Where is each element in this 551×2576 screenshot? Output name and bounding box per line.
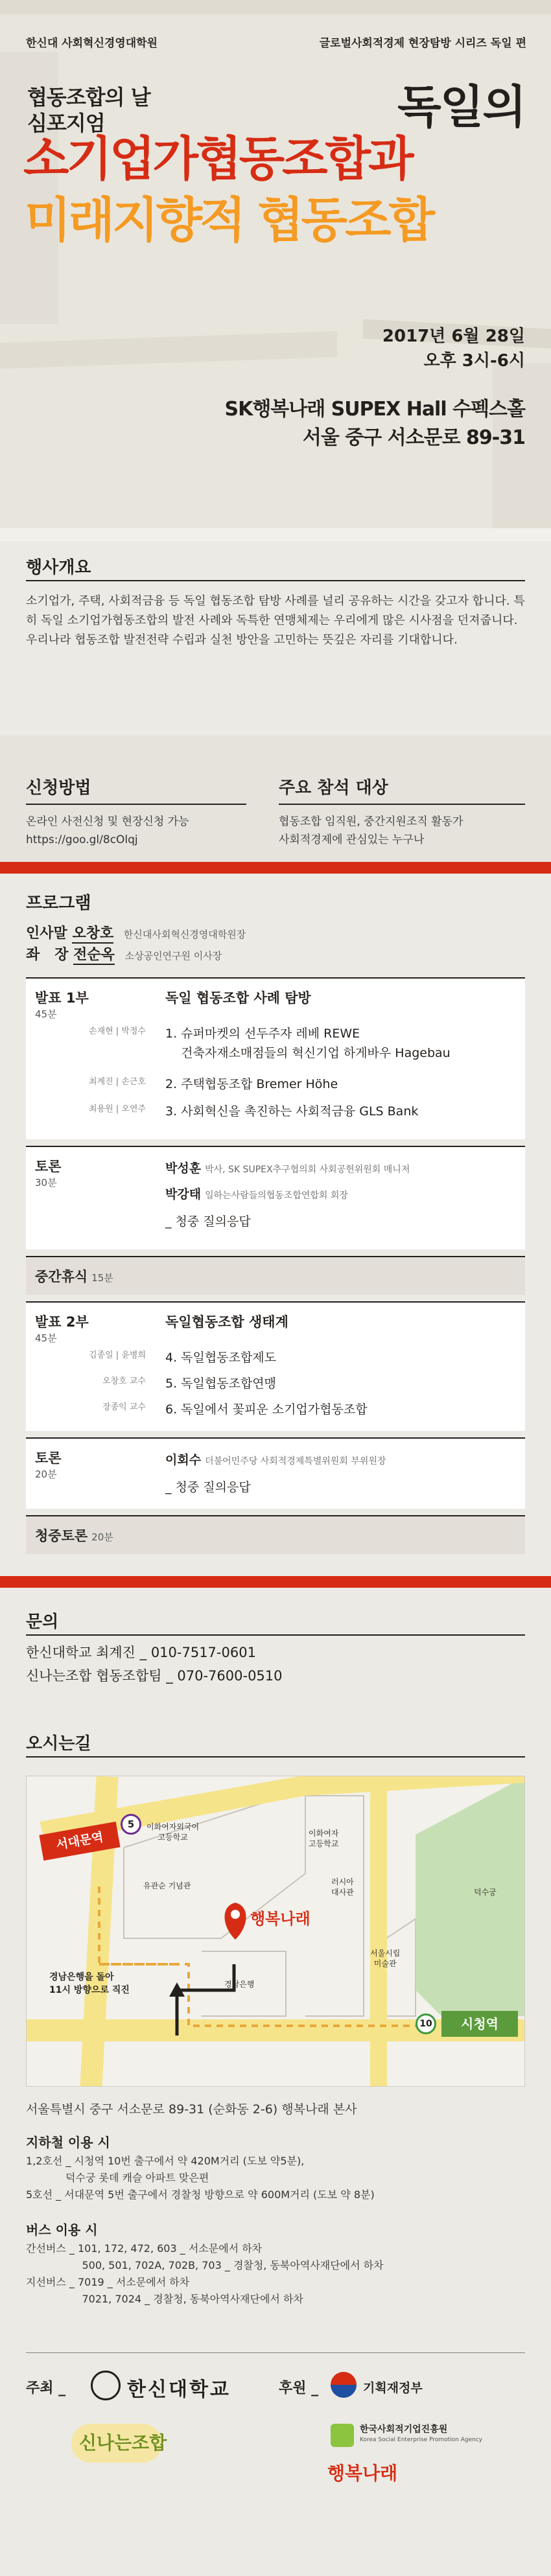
- landmark-name: 대사관: [331, 1888, 354, 1897]
- greeting-line: [26, 922, 246, 942]
- panelist-name: 박성훈: [165, 1161, 202, 1176]
- destination-label: 행복나래: [250, 1910, 311, 1928]
- event-place: [224, 395, 525, 452]
- divider: [26, 1634, 525, 1636]
- apply-title: 신청방법: [26, 778, 91, 798]
- map-graphic: [27, 1776, 525, 2087]
- kosea-emblem-icon: [331, 2424, 354, 2447]
- venue-full-address: 서울특별시 중구 서소문로 89-31 (순화동 2-6) 행복나래 본사: [26, 2102, 357, 2117]
- subway-line-10-badge: 10: [416, 2013, 436, 2034]
- discussion-2-block: [26, 1437, 525, 1509]
- overview-section: [0, 541, 551, 736]
- contact-info: [26, 1641, 283, 1688]
- talk-title: 건축자재소매점들의 혁신기업 하게바우 Hagebau: [165, 1046, 451, 1060]
- discussion-2-label: 토론: [35, 1450, 62, 1466]
- landmark-label: [147, 1822, 199, 1842]
- presenter: 최계진 | 손근호: [89, 1077, 146, 1087]
- talk-title: 3. 사회혁신을 촉진하는 사회적금융 GLS Bank: [165, 1104, 419, 1119]
- session-2-block: [26, 1301, 525, 1431]
- happynarae-logo: 행복나래: [327, 2463, 398, 2484]
- event-time: 오후 3시-6시: [423, 351, 525, 371]
- audience-discussion-time: 20분: [91, 1531, 113, 1543]
- hero-section: [0, 0, 551, 541]
- landmark-label: 경남은행: [224, 1980, 255, 1989]
- landmark-name: 서울시립: [370, 1949, 401, 1958]
- break-label: [35, 1266, 113, 1286]
- landmark-label: 유관순 기념관: [143, 1881, 191, 1890]
- organizer-name: 한신대 사회혁신경영대학원: [26, 37, 158, 50]
- sinnaneun-logo: 신나는조합: [79, 2432, 167, 2454]
- landmark-name: 고등학교: [158, 1833, 188, 1842]
- talk-title: 5. 독일협동조합연맹: [165, 1376, 276, 1391]
- accent-bar: [0, 1576, 551, 1588]
- taegeuk-icon: [331, 2372, 357, 2398]
- kosea-english-name: Korea Social Enterprise Promotion Agency: [360, 2437, 483, 2443]
- session-2-time: 45분: [35, 1332, 57, 1344]
- hanshin-logo: 한신대학교: [127, 2378, 231, 2401]
- station-badge-left: 서대문역: [39, 1822, 120, 1861]
- divider: [26, 804, 246, 805]
- panelist-role: 박사, SK SUPEX추구협의회 사회공헌위원회 매니저: [205, 1165, 410, 1175]
- landmark-name: 고등학교: [309, 1839, 339, 1848]
- subway-title: 지하철 이용 시: [26, 2135, 110, 2150]
- presenter: 김종일 | 윤병희: [89, 1351, 146, 1360]
- chair-line: [26, 944, 222, 964]
- contact-section: [0, 1601, 551, 1730]
- landmark-name: 이화여자: [309, 1829, 339, 1838]
- presenter: 최용원 | 오연주: [89, 1104, 146, 1114]
- divider: [26, 1756, 525, 1758]
- sub-heading-line2: 심포지엄: [27, 111, 105, 135]
- audience-qa: _ 청중 질의응답: [165, 1214, 251, 1229]
- landmark-label: [331, 1877, 354, 1897]
- chair-label: 좌 장: [26, 947, 69, 963]
- sub-heading-line1: 협동조합의 날: [27, 85, 150, 110]
- divider: [26, 580, 525, 581]
- contact-title: 문의: [26, 1612, 59, 1632]
- target-line1: 협동조합 임직원, 중간지원조직 활동가: [279, 815, 463, 828]
- overview-text: 소기업가, 주택, 사회적금융 등 독일 협동조합 탐방 사례를 널리 공유하는 시간을 갖고자 합니다. 특히 독일 소기업가협동조합의 발전 사례와 독특한 연맹체제는 우리에게 많은 시사점을 던져줍니다. 우리나라 협동조합 발전전략 수립과 실천 방안을 고민하는 뜻깊은 자리를 기대합니다.: [26, 594, 525, 647]
- break-time: 15분: [91, 1272, 113, 1284]
- venue-address: 서울 중구 서소문로 89-31: [302, 426, 525, 449]
- audience-discussion-block: [26, 1515, 525, 1554]
- contact-line1: 한신대학교 최계진 _ 010-7517-0601: [26, 1645, 256, 1660]
- event-date: 2017년 6월 28일: [382, 327, 525, 346]
- paper-texture: [0, 331, 337, 369]
- landmark-name: 러시아: [331, 1877, 354, 1886]
- target-title: 주요 참석 대상: [279, 778, 388, 798]
- apply-column: [26, 774, 246, 849]
- break-block: [26, 1256, 525, 1295]
- break-text: 중간휴식: [35, 1269, 88, 1284]
- panelist-role: 일하는사람들의협동조합연합회 회장: [205, 1190, 348, 1201]
- panelist-name: 이회수: [165, 1453, 202, 1467]
- sponsor-label: 후원 _: [279, 2380, 319, 2396]
- session-1-time: 45분: [35, 1008, 57, 1020]
- paper-texture: [0, 0, 551, 14]
- landmark-label: [309, 1828, 338, 1849]
- program-title: 프로그램: [26, 894, 91, 913]
- host-label: 주최 _: [26, 2380, 66, 2396]
- accent-bar: [0, 862, 551, 874]
- landmark-name: 미술관: [373, 1959, 397, 1968]
- landmark-label: 덕수궁: [474, 1888, 497, 1897]
- divider: [279, 804, 525, 805]
- location-map[interactable]: [26, 1776, 525, 2087]
- greeting-role: 한신대사회혁신경영대학원장: [123, 929, 246, 940]
- discussion-1-block: [26, 1146, 525, 1249]
- talk-title: 2. 주택협동조합 Bremer Höhe: [165, 1077, 338, 1091]
- ministry-name: 기획재정부: [363, 2381, 423, 2395]
- talk-title: 6. 독일에서 꽃피운 소기업가협동조합: [165, 1402, 368, 1417]
- apply-section: [0, 736, 551, 862]
- route-note-line1: 경남은행을 돌아: [49, 1972, 114, 1982]
- panelist-role: 더불어민주당 사회적경제특별위원회 부위원장: [205, 1456, 386, 1467]
- greeting-label: 인사말: [26, 925, 67, 942]
- series-name: 글로벌사회적경제 현장탐방 시리즈 독일 편: [319, 37, 526, 50]
- title-line2: 소기업가협동조합과: [23, 132, 412, 187]
- directions-title: 오시는길: [26, 1734, 91, 1754]
- apply-method: 온라인 사전신청 및 현장신청 가능: [26, 815, 189, 828]
- audience-discussion-text: 청중토론: [35, 1528, 88, 1544]
- footer-section: [0, 2352, 551, 2576]
- presenter: 손재현 | 박정수: [89, 1027, 146, 1036]
- audience-qa: _ 청중 질의응답: [165, 1480, 251, 1494]
- paper-texture: [0, 528, 551, 541]
- bus-title: 버스 이용 시: [26, 2222, 98, 2238]
- presenter: 장종익 교수: [102, 1402, 146, 1412]
- discussion-2-time: 20분: [35, 1468, 57, 1480]
- panelist: [165, 1450, 386, 1468]
- route-note: [49, 1971, 130, 1997]
- event-datetime: [382, 324, 525, 373]
- panelist: [165, 1185, 348, 1202]
- directions-section: [0, 1730, 551, 2352]
- chair-role: 소상공인연구원 이사장: [124, 950, 222, 962]
- station-badge-right: 시청역: [441, 2011, 518, 2037]
- sub-heading: [27, 84, 150, 136]
- overview-title: 행사개요: [26, 558, 91, 577]
- target-line2: 사회적경제에 관심있는 누구나: [279, 833, 425, 846]
- route-note-line2: 11시 방향으로 직진: [49, 1985, 130, 1995]
- discussion-1-time: 30분: [35, 1177, 57, 1189]
- audience-discussion-label: [35, 1526, 113, 1545]
- chair-name: 전순옥: [73, 947, 115, 965]
- presenter: 오창호 교수: [102, 1376, 146, 1386]
- session-1-label: 발표 1부: [35, 990, 89, 1006]
- panelist-name: 박강태: [165, 1187, 202, 1201]
- session-1-block: [26, 977, 525, 1139]
- target-column: [279, 774, 525, 849]
- subway-line-5-badge: 5: [121, 1814, 141, 1835]
- kosea-name: 한국사회적기업진흥원: [360, 2424, 448, 2435]
- talk-title: 4. 독일협동조합제도: [165, 1351, 276, 1365]
- divider: [26, 2352, 525, 2353]
- program-section: [0, 874, 551, 1619]
- title-line1: 독일의: [397, 80, 525, 133]
- talk-title: 1. 슈퍼마켓의 선두주자 레베 REWE: [165, 1027, 360, 1041]
- session-2-title: 독일협동조합 생태계: [165, 1314, 288, 1330]
- session-1-title: 독일 협동조합 사례 탐방: [165, 990, 311, 1006]
- contact-line2: 신나는조합 협동조합팀 _ 070-7600-0510: [26, 1668, 283, 1684]
- apply-link[interactable]: https://goo.gl/8cOlqj: [26, 833, 138, 846]
- session-2-label: 발표 2부: [35, 1314, 89, 1330]
- landmark-label: [370, 1948, 400, 1969]
- panelist: [165, 1159, 410, 1176]
- greeting-name: 오창호: [72, 925, 113, 944]
- subway-details: 1,2호선 _ 시청역 10번 출구에서 약 420M거리 (도보 약5분), 덕수궁 롯데 캐슬 아파트 맞은편 5호선 _ 서대문역 5번 출구에서 경찰청 방향으로 약 600M거리 (도보 약 8분): [26, 2155, 375, 2201]
- hanshin-emblem-icon: [91, 2371, 121, 2400]
- title-line3: 미래지향적 협동조합: [25, 192, 433, 248]
- bus-details: 간선버스 _ 101, 172, 472, 603 _ 서소문에서 하차 500, 501, 702A, 702B, 703 _ 경찰청, 동북아역사재단에서 하차 지선버스 _ 7019 _ 서소문에서 하차 7021, 7024 _ 경찰청, 동북아역사재단에서 하차: [26, 2242, 384, 2305]
- venue-name: SK행복나래 SUPEX Hall 수펙스홀: [224, 398, 525, 421]
- landmark-name: 이화여자외국어: [147, 1822, 200, 1831]
- discussion-1-label: 토론: [35, 1159, 62, 1174]
